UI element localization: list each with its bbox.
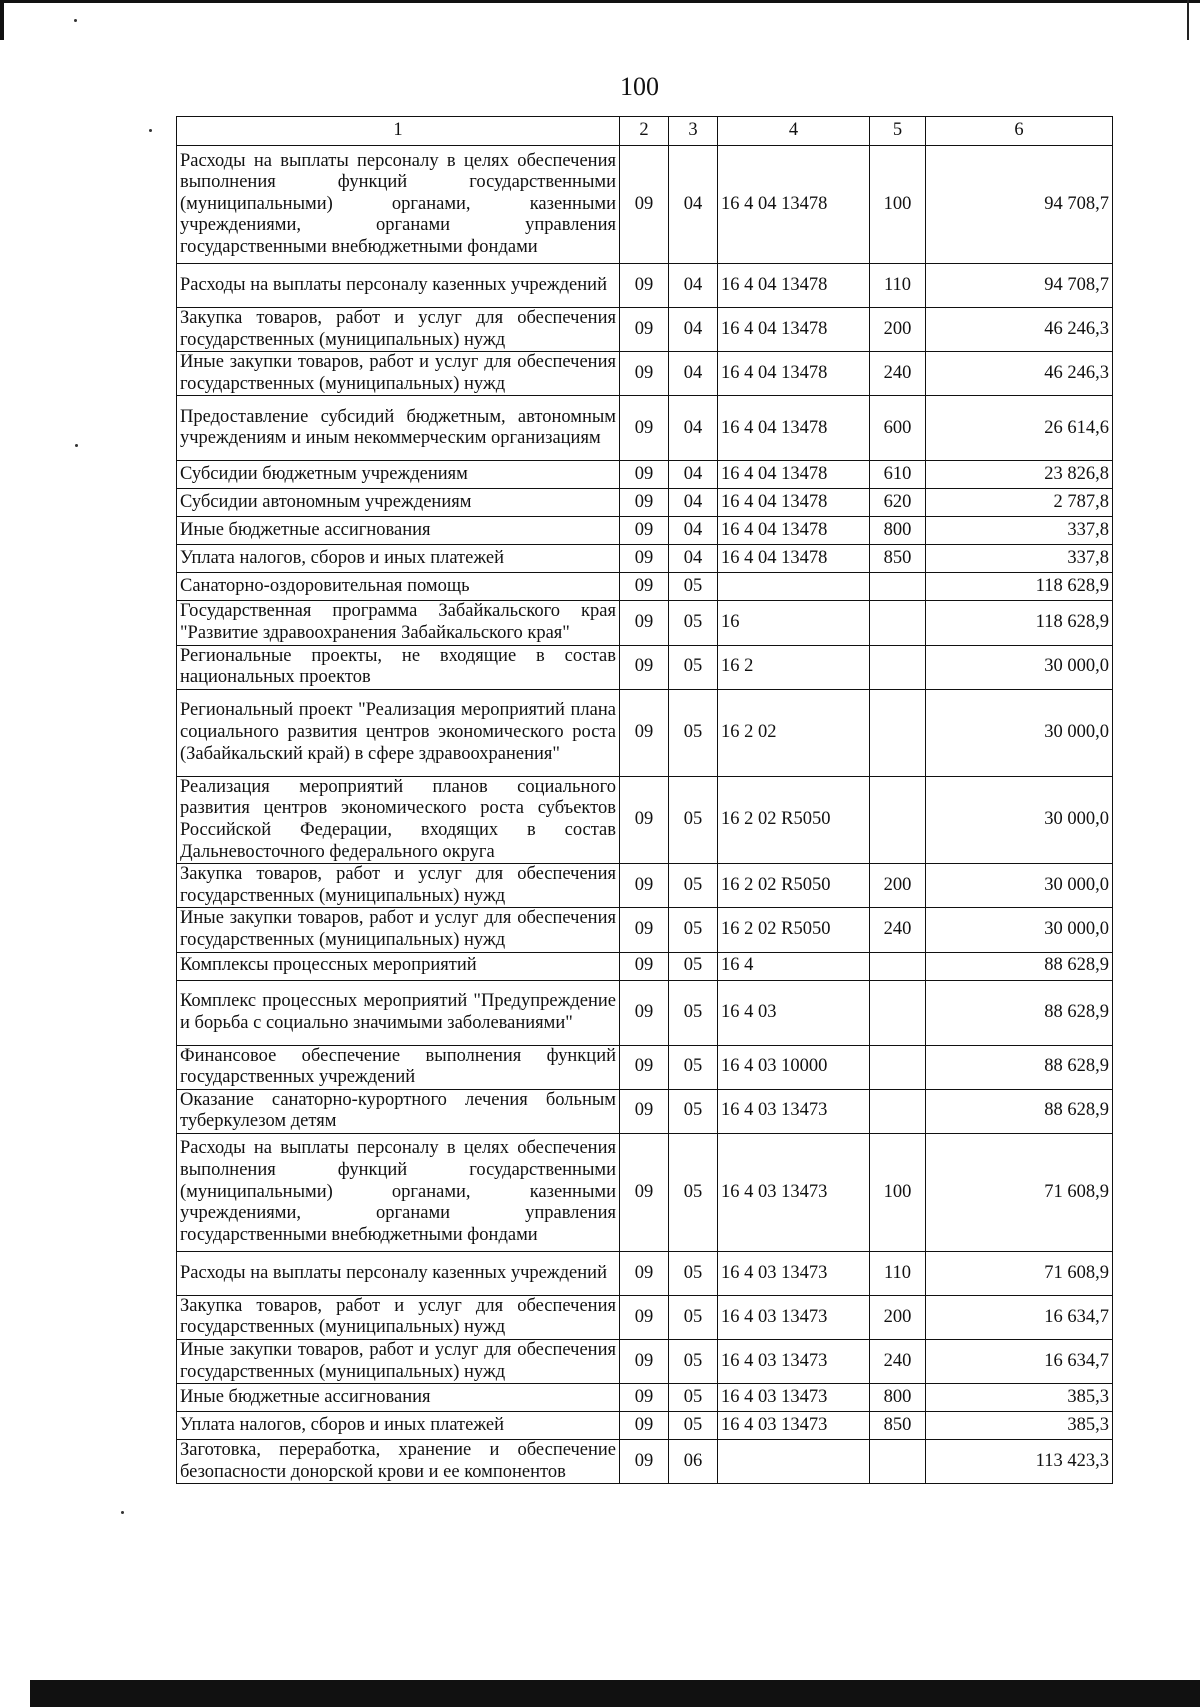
row-name-cell: Расходы на выплаты персоналу в целях обеспечения выполнения функций государственными (муниципальными) органами, казенными учреждениями, органами управления государственными внебюджетными фондами [177, 146, 620, 264]
row-amount-cell: 23 826,8 [926, 461, 1113, 489]
row-name-cell: Финансовое обеспечение выполнения функций государственных учреждений [177, 1045, 620, 1089]
row-section-cell: 09 [620, 1045, 669, 1089]
row-subsection-cell: 04 [669, 264, 718, 308]
row-expense-type-cell: 620 [870, 489, 926, 517]
row-section-cell: 09 [620, 1133, 669, 1251]
row-section-cell: 09 [620, 980, 669, 1045]
table-row [177, 1384, 1113, 1412]
table-row [177, 645, 1113, 689]
page-number: 100 [620, 72, 659, 101]
row-section-cell: 09 [620, 396, 669, 461]
column-header: 5 [870, 117, 926, 146]
row-amount-cell: 113 423,3 [926, 1440, 1113, 1484]
table-row [177, 545, 1113, 573]
row-target-article-cell: 16 4 03 13473 [718, 1412, 870, 1440]
row-subsection-cell: 04 [669, 461, 718, 489]
row-name-cell: Уплата налогов, сборов и иных платежей [177, 545, 620, 573]
row-expense-type-cell: 200 [870, 864, 926, 908]
row-name-cell: Расходы на выплаты персоналу казенных учреждений [177, 264, 620, 308]
row-amount-cell: 88 628,9 [926, 980, 1113, 1045]
row-expense-type-cell [870, 1440, 926, 1484]
row-expense-type-cell: 850 [870, 545, 926, 573]
row-target-article-cell [718, 573, 870, 601]
row-section-cell: 09 [620, 1384, 669, 1412]
row-amount-cell: 46 246,3 [926, 308, 1113, 352]
row-expense-type-cell: 800 [870, 517, 926, 545]
row-amount-cell: 30 000,0 [926, 908, 1113, 952]
table-row [177, 1045, 1113, 1089]
row-subsection-cell: 04 [669, 517, 718, 545]
row-target-article-cell: 16 4 04 13478 [718, 308, 870, 352]
row-name-cell: Иные закупки товаров, работ и услуг для обеспечения государственных (муниципальных) нужд [177, 1340, 620, 1384]
table-row [177, 908, 1113, 952]
table-row [177, 1089, 1113, 1133]
row-amount-cell: 16 634,7 [926, 1340, 1113, 1384]
row-subsection-cell: 05 [669, 980, 718, 1045]
row-amount-cell: 30 000,0 [926, 645, 1113, 689]
table-row [177, 517, 1113, 545]
column-header: 6 [926, 117, 1113, 146]
row-name-cell: Региональный проект "Реализация мероприятий плана социального развития центров экономического роста (Забайкальский край) в сфере здравоохранения" [177, 689, 620, 776]
table-row [177, 601, 1113, 645]
row-name-cell: Закупка товаров, работ и услуг для обеспечения государственных (муниципальных) нужд [177, 1295, 620, 1339]
scan-border-top [0, 0, 1200, 3]
row-amount-cell: 88 628,9 [926, 952, 1113, 980]
row-expense-type-cell: 600 [870, 396, 926, 461]
table-row [177, 1251, 1113, 1295]
row-expense-type-cell: 100 [870, 1133, 926, 1251]
table-row [177, 952, 1113, 980]
row-section-cell: 09 [620, 264, 669, 308]
row-target-article-cell: 16 4 03 [718, 980, 870, 1045]
table-row [177, 776, 1113, 863]
table-row [177, 689, 1113, 776]
row-expense-type-cell: 610 [870, 461, 926, 489]
row-target-article-cell: 16 2 [718, 645, 870, 689]
row-amount-cell: 385,3 [926, 1412, 1113, 1440]
row-name-cell: Субсидии автономным учреждениям [177, 489, 620, 517]
row-section-cell: 09 [620, 776, 669, 863]
row-name-cell: Санаторно-оздоровительная помощь [177, 573, 620, 601]
row-name-cell: Государственная программа Забайкальского края "Развитие здравоохранения Забайкальского края" [177, 601, 620, 645]
row-amount-cell: 46 246,3 [926, 352, 1113, 396]
table-row [177, 1295, 1113, 1339]
row-target-article-cell: 16 2 02 [718, 689, 870, 776]
table-row [177, 461, 1113, 489]
row-section-cell: 09 [620, 864, 669, 908]
row-section-cell: 09 [620, 689, 669, 776]
row-target-article-cell: 16 4 03 13473 [718, 1251, 870, 1295]
row-target-article-cell: 16 4 04 13478 [718, 352, 870, 396]
row-expense-type-cell [870, 645, 926, 689]
row-target-article-cell [718, 1440, 870, 1484]
column-header: 3 [669, 117, 718, 146]
row-subsection-cell: 05 [669, 1251, 718, 1295]
row-section-cell: 09 [620, 461, 669, 489]
row-target-article-cell: 16 4 03 13473 [718, 1133, 870, 1251]
row-expense-type-cell: 850 [870, 1412, 926, 1440]
row-amount-cell: 385,3 [926, 1384, 1113, 1412]
row-target-article-cell: 16 [718, 601, 870, 645]
row-amount-cell: 337,8 [926, 545, 1113, 573]
row-subsection-cell: 04 [669, 308, 718, 352]
row-amount-cell: 26 614,6 [926, 396, 1113, 461]
row-section-cell: 09 [620, 146, 669, 264]
row-subsection-cell: 05 [669, 952, 718, 980]
row-target-article-cell: 16 4 04 13478 [718, 517, 870, 545]
row-amount-cell: 30 000,0 [926, 864, 1113, 908]
row-section-cell: 09 [620, 545, 669, 573]
row-expense-type-cell: 240 [870, 908, 926, 952]
row-subsection-cell: 05 [669, 645, 718, 689]
row-subsection-cell: 05 [669, 776, 718, 863]
scan-border-right-tick [1187, 0, 1189, 40]
row-expense-type-cell [870, 1089, 926, 1133]
row-subsection-cell: 05 [669, 573, 718, 601]
row-target-article-cell: 16 4 03 13473 [718, 1384, 870, 1412]
table-row [177, 980, 1113, 1045]
row-section-cell: 09 [620, 1089, 669, 1133]
table-row [177, 1133, 1113, 1251]
table-header-row [177, 117, 1113, 146]
row-subsection-cell: 05 [669, 1089, 718, 1133]
column-header: 4 [718, 117, 870, 146]
row-subsection-cell: 04 [669, 146, 718, 264]
row-name-cell: Иные закупки товаров, работ и услуг для обеспечения государственных (муниципальных) нужд [177, 908, 620, 952]
row-expense-type-cell [870, 776, 926, 863]
row-amount-cell: 71 608,9 [926, 1251, 1113, 1295]
row-name-cell: Предоставление субсидий бюджетным, автономным учреждениям и иным некоммерческим организациям [177, 396, 620, 461]
row-section-cell: 09 [620, 352, 669, 396]
row-amount-cell: 30 000,0 [926, 689, 1113, 776]
budget-table-body [177, 117, 1113, 1484]
row-subsection-cell: 05 [669, 864, 718, 908]
row-expense-type-cell [870, 980, 926, 1045]
row-expense-type-cell: 240 [870, 1340, 926, 1384]
row-section-cell: 09 [620, 908, 669, 952]
row-name-cell: Уплата налогов, сборов и иных платежей [177, 1412, 620, 1440]
row-expense-type-cell [870, 601, 926, 645]
table-row [177, 573, 1113, 601]
row-name-cell: Субсидии бюджетным учреждениям [177, 461, 620, 489]
table-row [177, 264, 1113, 308]
row-section-cell: 09 [620, 1440, 669, 1484]
scan-speck [74, 19, 77, 22]
row-amount-cell: 88 628,9 [926, 1089, 1113, 1133]
row-amount-cell: 71 608,9 [926, 1133, 1113, 1251]
row-target-article-cell: 16 4 04 13478 [718, 396, 870, 461]
row-name-cell: Региональные проекты, не входящие в состав национальных проектов [177, 645, 620, 689]
row-subsection-cell: 04 [669, 396, 718, 461]
table-row [177, 1412, 1113, 1440]
row-section-cell: 09 [620, 308, 669, 352]
row-expense-type-cell: 240 [870, 352, 926, 396]
table-row [177, 1340, 1113, 1384]
row-subsection-cell: 04 [669, 489, 718, 517]
row-section-cell: 09 [620, 952, 669, 980]
row-subsection-cell: 05 [669, 1384, 718, 1412]
row-name-cell: Иные закупки товаров, работ и услуг для обеспечения государственных (муниципальных) нужд [177, 352, 620, 396]
row-subsection-cell: 04 [669, 545, 718, 573]
scan-speck [75, 444, 78, 447]
row-target-article-cell: 16 2 02 R5050 [718, 776, 870, 863]
row-subsection-cell: 05 [669, 1412, 718, 1440]
row-amount-cell: 16 634,7 [926, 1295, 1113, 1339]
row-subsection-cell: 05 [669, 1045, 718, 1089]
row-name-cell: Реализация мероприятий планов социального развития центров экономического роста субъектов Российской Федерации, входящих в состав Дальневосточного федерального округа [177, 776, 620, 863]
table-row [177, 489, 1113, 517]
row-subsection-cell: 05 [669, 1133, 718, 1251]
scan-speck [121, 1511, 124, 1514]
row-subsection-cell: 05 [669, 689, 718, 776]
scan-speck [149, 129, 152, 132]
row-expense-type-cell [870, 1045, 926, 1089]
row-expense-type-cell: 200 [870, 1295, 926, 1339]
row-subsection-cell: 05 [669, 1340, 718, 1384]
row-expense-type-cell [870, 573, 926, 601]
row-section-cell: 09 [620, 489, 669, 517]
row-expense-type-cell [870, 952, 926, 980]
row-subsection-cell: 05 [669, 1295, 718, 1339]
row-amount-cell: 337,8 [926, 517, 1113, 545]
row-name-cell: Иные бюджетные ассигнования [177, 517, 620, 545]
row-target-article-cell: 16 4 03 13473 [718, 1295, 870, 1339]
row-amount-cell: 2 787,8 [926, 489, 1113, 517]
row-name-cell: Расходы на выплаты персоналу в целях обеспечения выполнения функций государственными (муниципальными) органами, казенными учреждениями, органами управления государственными внебюджетными фондами [177, 1133, 620, 1251]
row-amount-cell: 118 628,9 [926, 573, 1113, 601]
row-target-article-cell: 16 4 04 13478 [718, 545, 870, 573]
row-name-cell: Закупка товаров, работ и услуг для обеспечения государственных (муниципальных) нужд [177, 864, 620, 908]
row-section-cell: 09 [620, 1340, 669, 1384]
row-expense-type-cell [870, 689, 926, 776]
row-subsection-cell: 05 [669, 908, 718, 952]
row-name-cell: Оказание санаторно-курортного лечения больным туберкулезом детям [177, 1089, 620, 1133]
row-target-article-cell: 16 2 02 R5050 [718, 908, 870, 952]
row-name-cell: Расходы на выплаты персоналу казенных учреждений [177, 1251, 620, 1295]
table-row [177, 864, 1113, 908]
row-name-cell: Заготовка, переработка, хранение и обеспечение безопасности донорской крови и ее компонентов [177, 1440, 620, 1484]
budget-table [176, 116, 1113, 1484]
row-name-cell: Закупка товаров, работ и услуг для обеспечения государственных (муниципальных) нужд [177, 308, 620, 352]
column-header: 1 [177, 117, 620, 146]
row-name-cell: Иные бюджетные ассигнования [177, 1384, 620, 1412]
row-section-cell: 09 [620, 1412, 669, 1440]
row-amount-cell: 94 708,7 [926, 146, 1113, 264]
row-target-article-cell: 16 2 02 R5050 [718, 864, 870, 908]
row-section-cell: 09 [620, 1295, 669, 1339]
row-target-article-cell: 16 4 04 13478 [718, 264, 870, 308]
row-amount-cell: 88 628,9 [926, 1045, 1113, 1089]
row-section-cell: 09 [620, 517, 669, 545]
row-amount-cell: 94 708,7 [926, 264, 1113, 308]
row-target-article-cell: 16 4 04 13478 [718, 461, 870, 489]
row-expense-type-cell: 110 [870, 264, 926, 308]
column-header: 2 [620, 117, 669, 146]
row-section-cell: 09 [620, 1251, 669, 1295]
row-name-cell: Комплекс процессных мероприятий "Предупреждение и борьба с социально значимыми заболеваниями" [177, 980, 620, 1045]
row-expense-type-cell: 100 [870, 146, 926, 264]
row-target-article-cell: 16 4 03 10000 [718, 1045, 870, 1089]
row-amount-cell: 118 628,9 [926, 601, 1113, 645]
table-row [177, 352, 1113, 396]
row-expense-type-cell: 110 [870, 1251, 926, 1295]
scan-border-left-tick [0, 0, 4, 40]
row-section-cell: 09 [620, 601, 669, 645]
row-target-article-cell: 16 4 03 13473 [718, 1089, 870, 1133]
table-row [177, 146, 1113, 264]
table-row [177, 308, 1113, 352]
row-subsection-cell: 05 [669, 601, 718, 645]
row-target-article-cell: 16 4 04 13478 [718, 489, 870, 517]
row-subsection-cell: 04 [669, 352, 718, 396]
row-expense-type-cell: 800 [870, 1384, 926, 1412]
table-row [177, 396, 1113, 461]
table-row [177, 1440, 1113, 1484]
row-target-article-cell: 16 4 04 13478 [718, 146, 870, 264]
scan-border-bottom [30, 1680, 1200, 1707]
row-section-cell: 09 [620, 573, 669, 601]
row-name-cell: Комплексы процессных мероприятий [177, 952, 620, 980]
row-expense-type-cell: 200 [870, 308, 926, 352]
row-target-article-cell: 16 4 [718, 952, 870, 980]
row-amount-cell: 30 000,0 [926, 776, 1113, 863]
row-subsection-cell: 06 [669, 1440, 718, 1484]
row-target-article-cell: 16 4 03 13473 [718, 1340, 870, 1384]
row-section-cell: 09 [620, 645, 669, 689]
